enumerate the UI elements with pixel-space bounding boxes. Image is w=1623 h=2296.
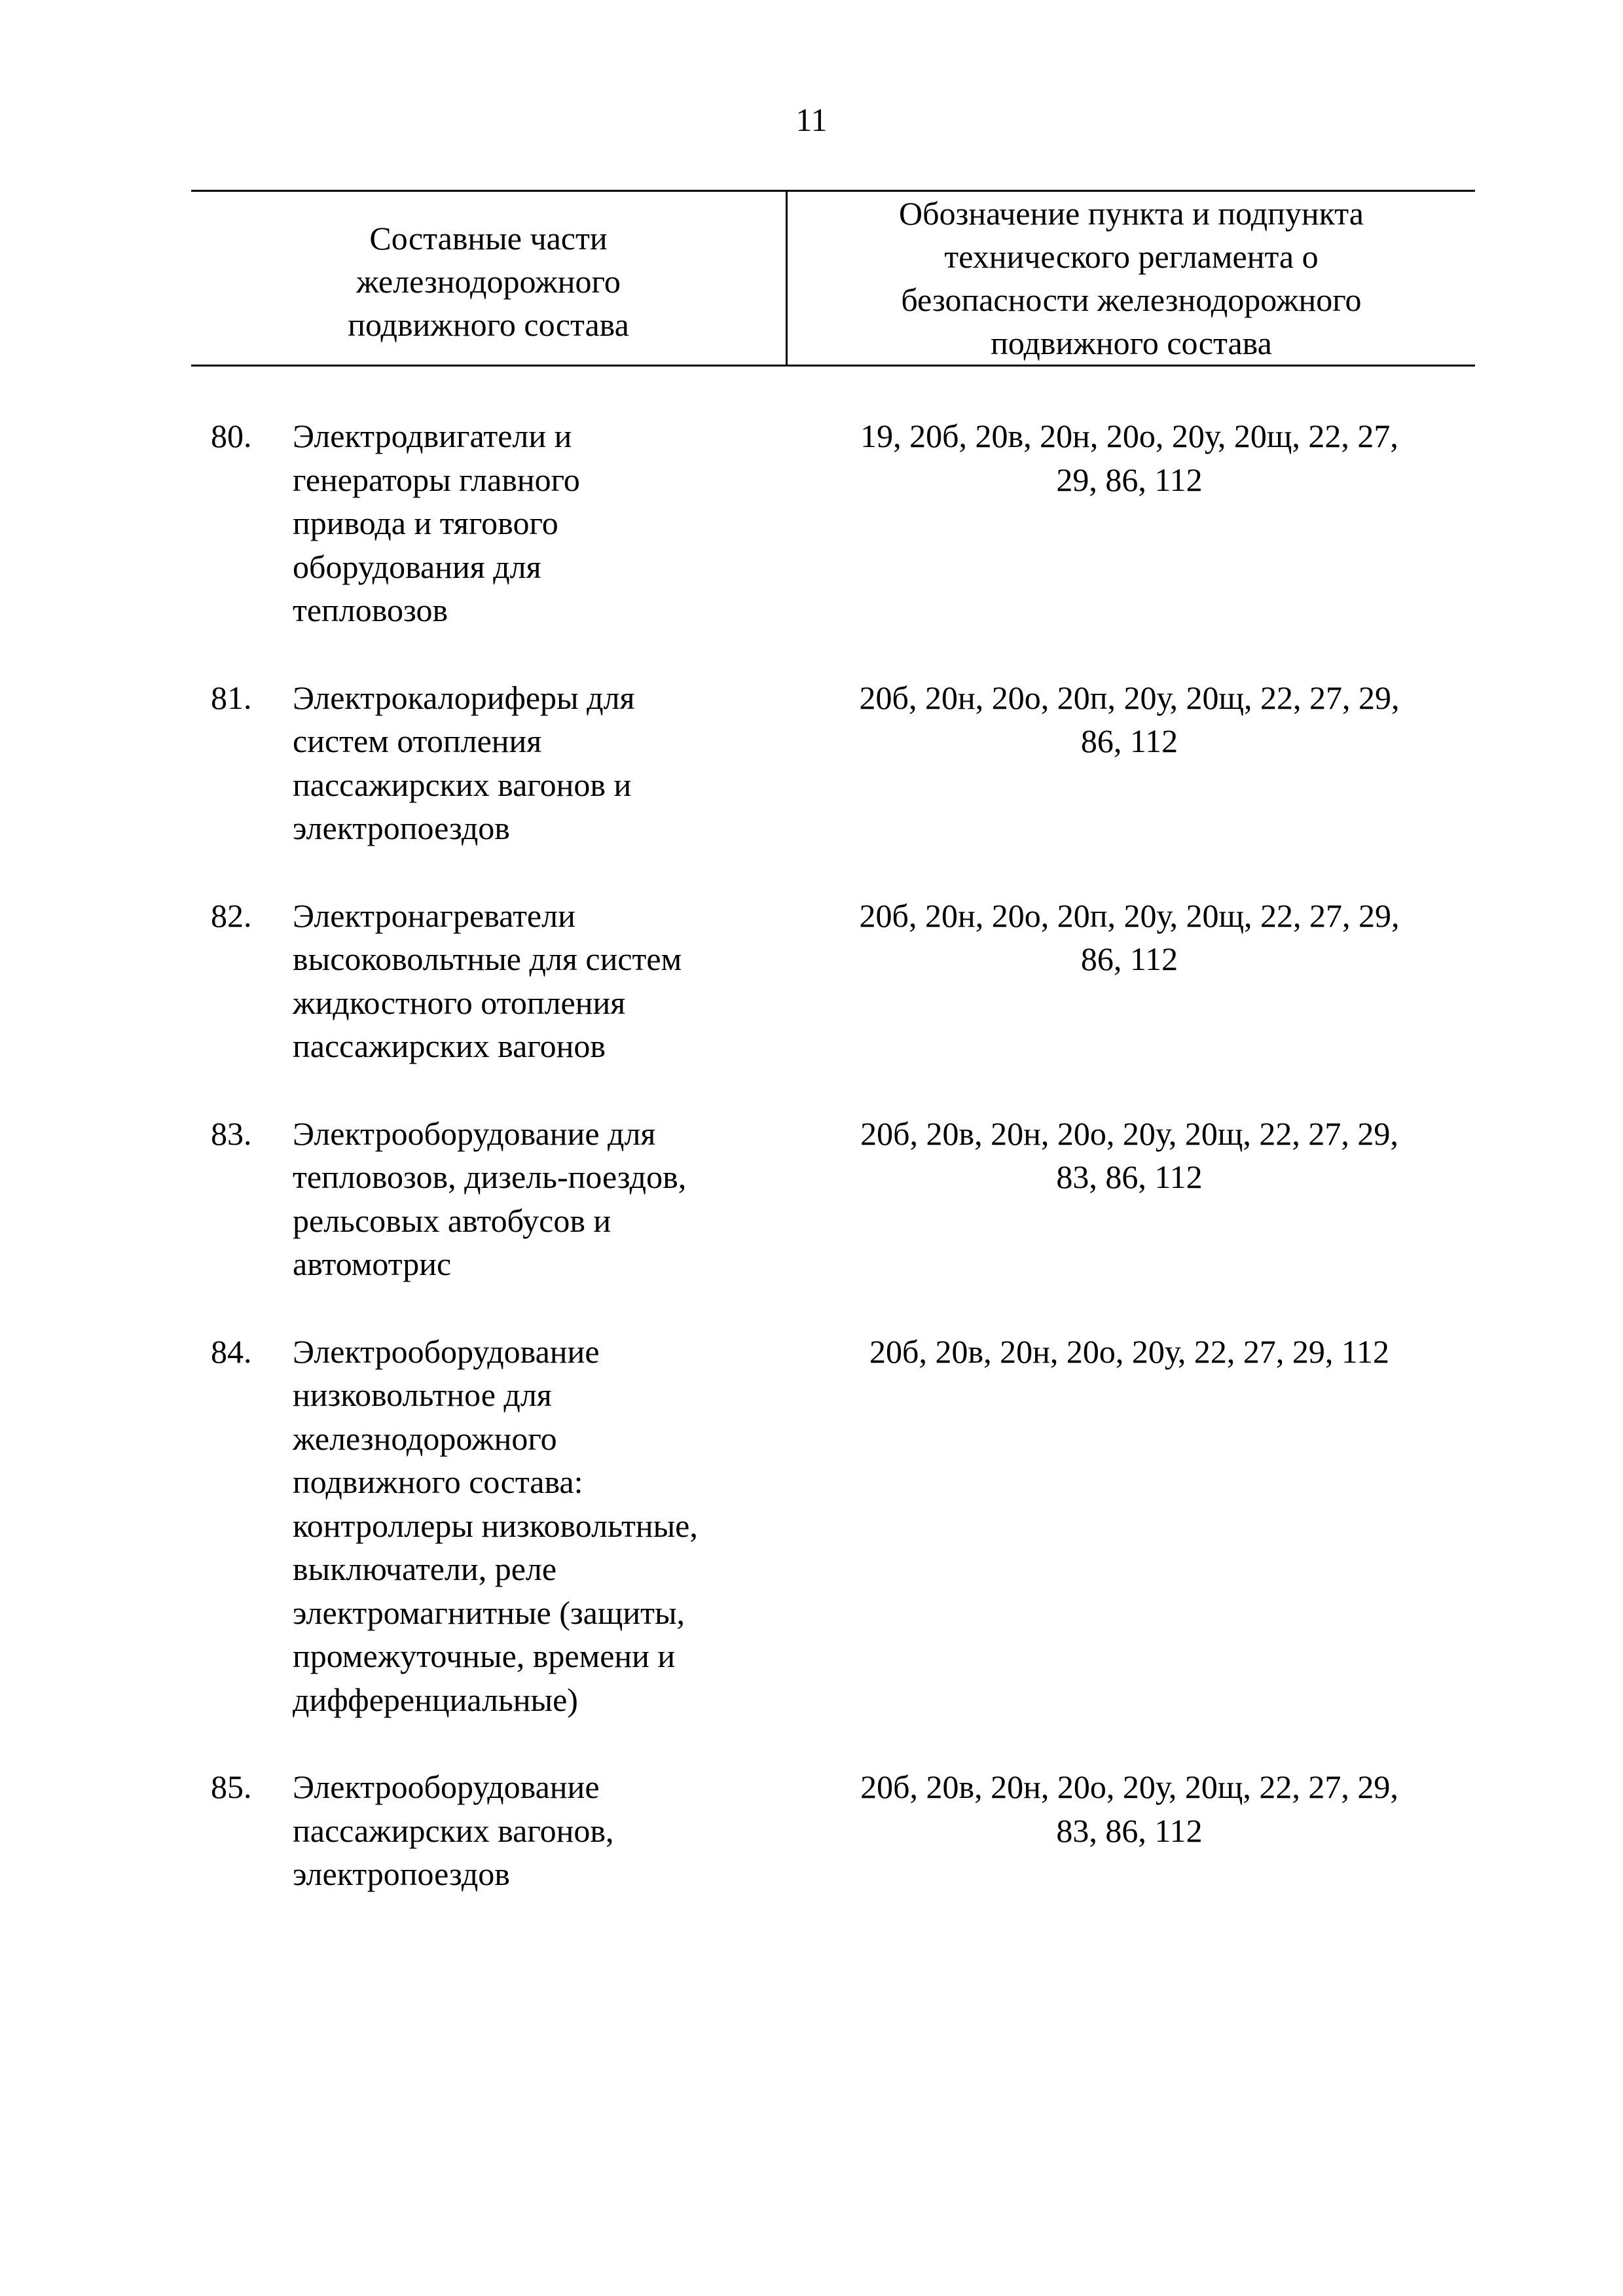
row-component-name: Электрооборудование для тепловозов, дизель-поездов, рельсовых автобусов и автомотрис: [293, 1115, 687, 1282]
table-body: [0, 414, 1623, 1940]
table-row: [0, 1330, 1623, 1722]
row-number: 85.: [211, 1768, 252, 1805]
row-number: 84.: [211, 1333, 252, 1370]
row-component-name: Электрооборудование низковольтное для железнодорожного подвижного состава: контроллеры низковольтные, выключатели, реле электромагнитные (защиты, промежуточные, времени и дифференциальные): [293, 1333, 698, 1718]
row-component-name: Электрооборудование пассажирских вагонов, электропоездов: [293, 1768, 614, 1892]
row-number: 82.: [211, 897, 252, 934]
table-row: [0, 1765, 1623, 1896]
header-regulation-label: Обозначение пункта и подпункта технического регламента о безопасности железнодорожного подвижного состава: [899, 195, 1364, 361]
row-regulation-refs: 20б, 20в, 20н, 20о, 20у, 22, 27, 29, 112: [869, 1333, 1389, 1370]
row-component-name: Электрокалориферы для систем отопления пассажирских вагонов и электропоездов: [293, 679, 635, 846]
row-component-name: Электродвигатели и генераторы главного привода и тягового оборудования для тепловозов: [293, 418, 580, 628]
table-header: [191, 190, 1475, 367]
header-cell-regulation: [788, 192, 1475, 365]
row-regulation-refs: 20б, 20в, 20н, 20о, 20у, 20щ, 22, 27, 29, 83, 86, 112: [860, 1768, 1398, 1849]
row-regulation-refs: 20б, 20в, 20н, 20о, 20у, 20щ, 22, 27, 29, 83, 86, 112: [860, 1115, 1398, 1195]
row-number: 81.: [211, 679, 252, 716]
table-row: [0, 1112, 1623, 1286]
table-row: [0, 676, 1623, 850]
row-number: 80.: [211, 418, 252, 454]
header-components-label: Составные части железнодорожного подвижного состава: [348, 220, 629, 343]
row-number: 83.: [211, 1115, 252, 1152]
row-component-name: Электронагреватели высоковольтные для систем жидкостного отопления пассажирских вагонов: [293, 897, 682, 1064]
row-regulation-refs: 19, 20б, 20в, 20н, 20о, 20у, 20щ, 22, 27, 29, 86, 112: [860, 418, 1398, 498]
table-row: [0, 414, 1623, 632]
page-number: 11: [795, 101, 828, 138]
row-regulation-refs: 20б, 20н, 20о, 20п, 20у, 20щ, 22, 27, 29, 86, 112: [859, 897, 1400, 977]
row-regulation-refs: 20б, 20н, 20о, 20п, 20у, 20щ, 22, 27, 29, 86, 112: [859, 679, 1400, 759]
header-cell-components: [191, 211, 786, 351]
table-row: [0, 894, 1623, 1068]
